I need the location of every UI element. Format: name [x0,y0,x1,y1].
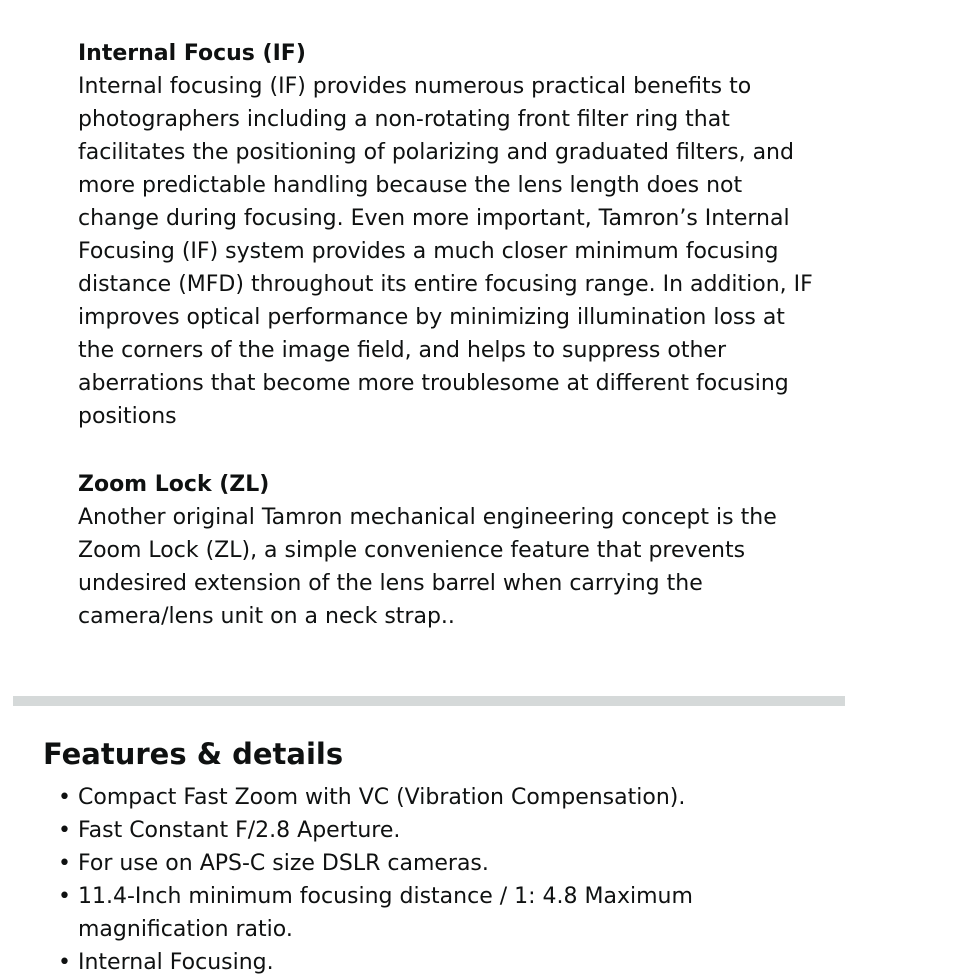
feature-item [58,781,778,814]
feature-text: Compact Fast Zoom with VC (Vibration Compensation). [78,785,686,810]
feature-item [58,847,778,880]
section-divider [13,696,845,706]
feature-text: Fast Constant F/2.8 Aperture. [78,818,401,843]
bullet-icon: • [58,950,71,975]
internal-focus-body: Internal focusing (IF) provides numerous practical benefits to photographers including a non-rotating front filter ring that facilitates the positioning of polarizing and graduated filters, and more predictable handling because the lens length does not change during focusing. Even more important, Tamron’s Internal Focusing (IF) system provides a much closer minimum focusing distance (MFD) throughout its entire focusing range. In addition, IF improves optical performance by minimizing illumination loss at the corners of the image field, and helps to suppress other aberrations that become more troublesome at different focusing positions [78,74,813,429]
bullet-icon: • [58,818,71,843]
bullet-icon: • [58,884,71,909]
bullet-icon: • [58,851,71,876]
internal-focus-section [78,37,828,433]
feature-item [58,946,778,976]
feature-text: Internal Focusing. [78,950,274,975]
bullet-icon: • [58,785,71,810]
feature-text: For use on APS-C size DSLR cameras. [78,851,489,876]
internal-focus-heading: Internal Focus (IF) [78,41,306,66]
feature-item [58,880,778,946]
features-title: Features & details [43,737,344,771]
zoom-lock-body: Another original Tamron mechanical engineering concept is the Zoom Lock (ZL), a simple convenience feature that prevents undesired extension of the lens barrel when carrying the camera/lens unit on a neck strap.. [78,505,777,629]
feature-text: 11.4-Inch minimum focusing distance / 1: 4.8 Maximum magnification ratio. [78,884,693,942]
feature-item [58,814,778,847]
zoom-lock-section [78,468,828,633]
features-list [58,781,778,976]
zoom-lock-heading: Zoom Lock (ZL) [78,472,270,497]
